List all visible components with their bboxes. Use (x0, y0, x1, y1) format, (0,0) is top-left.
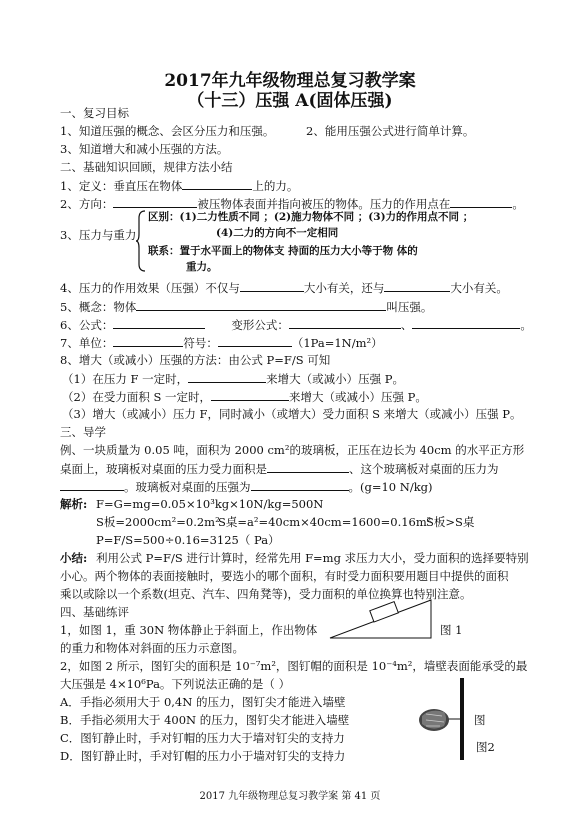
q8-part-1 (62, 371, 404, 386)
q6-text-a: 6、公式： (60, 318, 114, 332)
q5-text-a: 5、概念：物体 (60, 300, 137, 314)
q6-blank-2[interactable] (289, 317, 401, 329)
q7-text-c: （1Pa=1N/m²） (291, 336, 383, 350)
q2-blank-2[interactable] (450, 196, 512, 208)
figure-2-label: 图2 (476, 740, 495, 754)
q8-part-2 (62, 389, 427, 404)
q4-text-b: 大小有关，还与 (303, 281, 385, 295)
q1-definition (60, 178, 298, 193)
q5-text-b: 叫压强。 (386, 300, 433, 314)
q7-text-b: 符号： (183, 336, 218, 350)
solution-step-2a: S板=2000cm²=0.2m² (96, 515, 220, 529)
ex2-text-a: 桌面上，玻璃板对桌面的压力受力面积是 (60, 462, 267, 476)
q7-blank-2[interactable] (218, 335, 292, 347)
summary-line-2: 小心。两个物体的表面接触时，要选小的哪个面积，有时受力面积要用题目中提供的面积 (60, 569, 509, 583)
q8-1-blank[interactable] (188, 371, 266, 383)
q2-direction (60, 196, 524, 211)
q3-relation: 联系：置于水平面上的物体支 持面的压力大小等于物 体的 (148, 245, 418, 257)
q4-blank-1[interactable] (240, 280, 304, 292)
option-c[interactable]: C．图钉静止时，手对钉帽的压力大于墙对钉尖的支持力 (60, 731, 345, 745)
solution-step-2c: S板>S桌 (426, 515, 475, 529)
q3-relation-end: 重力。 (186, 261, 218, 273)
q4-text-a: 4、压力的作用效果（压强）不仅与 (60, 281, 240, 295)
q6-text-c: 、 (400, 318, 413, 332)
ex3-blank-2[interactable] (251, 479, 349, 491)
q5-blank[interactable] (136, 299, 386, 311)
q1-text-b: 上的力。 (252, 179, 299, 193)
option-d[interactable]: D．图钉静止时，手对钉帽的压力小于墙对钉尖的支持力 (60, 749, 346, 763)
option-b[interactable]: B．手指必须用大于 400N 的压力，图钉尖才能进入墙壁 (60, 713, 350, 727)
problem-2-line-2: 大压强是 4×10⁶Pa。下列说法正确的是（ ） (60, 677, 291, 691)
solution-step-3: P=F/S=500÷0.16=3125（ Pa） (96, 533, 280, 547)
section-heading-practice: 四、基础练评 (60, 605, 129, 619)
q7-unit (60, 335, 383, 350)
q4-text-c: 大小有关。 (450, 281, 508, 295)
q1-text-a: 1、定义：垂直压在物体 (60, 179, 183, 193)
problem-2-line-1: 2，如图 2 所示，图钉尖的面积是 10⁻⁷m²，图钉帽的面积是 10⁻⁴m²，墙壁表面能承受的最 (60, 659, 528, 673)
section-heading-guided: 三、导学 (60, 425, 106, 439)
figure-2-stub-label: 图 (474, 713, 486, 727)
q2-text-c: 。 (512, 197, 524, 211)
ex3-blank-1[interactable] (60, 479, 124, 491)
page-footer: 2017 九年级物理总复习教学案 第 41 页 (199, 791, 381, 802)
solution-step-1: F=G=mg=0.05×10³kg×10N/kg=500N (96, 497, 324, 511)
q6-text-d: 。 (520, 318, 532, 332)
q2-text-b: 被压物体表面并指向被压的物体。压力的作用点在 (197, 197, 451, 211)
q8-2-blank[interactable] (211, 389, 289, 401)
example-line-3 (60, 479, 433, 494)
q8-2-text-a: （2）在受力面积 S 一定时， (62, 390, 212, 404)
thumbtack-wall-figure (418, 678, 470, 760)
q8-method: 8、增大（或减小）压强的方法：由公式 P=F/S 可知 (60, 353, 331, 367)
q8-1-text-b: 来增大（或减小）压强 P。 (266, 372, 405, 386)
doc-title: 2017年九年级物理总复习教学案 (164, 71, 416, 91)
curly-brace-icon (136, 210, 146, 272)
solution-label: 解析: (60, 497, 88, 511)
solution-step-2b: S桌=a²=40cm×40cm=1600=0.16m² (218, 515, 432, 529)
q2-text-a: 2、方向： (60, 197, 114, 211)
section-heading-goals: 一、复习目标 (60, 106, 129, 120)
q3-label: 3、压力与重力 (60, 228, 137, 242)
q6-blank-3[interactable] (412, 317, 520, 329)
q4-blank-2[interactable] (384, 280, 450, 292)
incline-figure (328, 598, 433, 640)
q8-part-3: （3）增大（或减小）压力 F，同时减小（或增大）受力面积 S 来增大（或减小）压强 P。 (62, 407, 522, 421)
goal-1: 1、知道压强的概念、会区分压力和压强。 (60, 124, 275, 138)
q6-formula (60, 317, 532, 332)
q1-blank[interactable] (182, 178, 252, 190)
goal-2: 2、能用压强公式进行简单计算。 (306, 124, 475, 138)
q7-text-a: 7、单位： (60, 336, 114, 350)
q8-2-text-b: 来增大（或减小）压强 P。 (289, 390, 427, 404)
problem-1-line-2: 的重力和物体对斜面的压力示意图。 (60, 641, 244, 655)
example-line-2 (60, 461, 499, 476)
q3-difference-4: (4)二力的方向不一定相同 (216, 227, 339, 239)
summary-label: 小结: (60, 551, 88, 565)
q3-difference: 区别：(1)二力性质不同 ；(2)施力物体不同 ；(3)力的作用点不同 ； (148, 211, 474, 223)
summary-line-1: 利用公式 P=F/S 进行计算时，经常先用 F=mg 求压力大小，受力面积的选择要特别 (96, 551, 529, 565)
q5-concept (60, 299, 432, 314)
q8-1-text-a: （1）在压力 F 一定时， (62, 372, 189, 386)
q6-blank-1[interactable] (113, 317, 205, 329)
goal-3: 3、知道增大和减小压强的方法。 (60, 142, 229, 156)
ex3-text-b: 。(g=10 N/kg) (348, 480, 433, 494)
q2-blank-1[interactable] (113, 196, 197, 208)
q7-blank-1[interactable] (113, 335, 183, 347)
q6-text-b: 变形公式： (231, 318, 289, 332)
summary-line-3: 乘以或除以一个系数(坦克、汽车、四角凳等)，受力面积的单位换算也特别注意。 (60, 587, 472, 601)
example-line-1: 例、一块质量为 0.05 吨，面积为 2000 cm²的玻璃板，正压在边长为 40cm 的水平正方形 (60, 443, 525, 457)
doc-subtitle: （十三）压强 A(固体压强) (187, 91, 393, 111)
problem-1-line-1: 1，如图 1，重 30N 物体静止于斜面上，作出物体 (60, 623, 318, 637)
option-a[interactable]: A．手指必须用大于 0,4N 的压力，图钉尖才能进入墙壁 (60, 695, 346, 709)
q4-effect (60, 280, 508, 295)
ex3-text-a: 。玻璃板对桌面的压强为 (124, 480, 251, 494)
ex2-text-b: 、这个玻璃板对桌面的压力为 (349, 462, 499, 476)
figure-1-label: 图 1 (440, 623, 463, 637)
ex2-blank[interactable] (267, 461, 349, 473)
section-heading-basics: 二、基础知识回顾，规律方法小结 (60, 160, 233, 174)
